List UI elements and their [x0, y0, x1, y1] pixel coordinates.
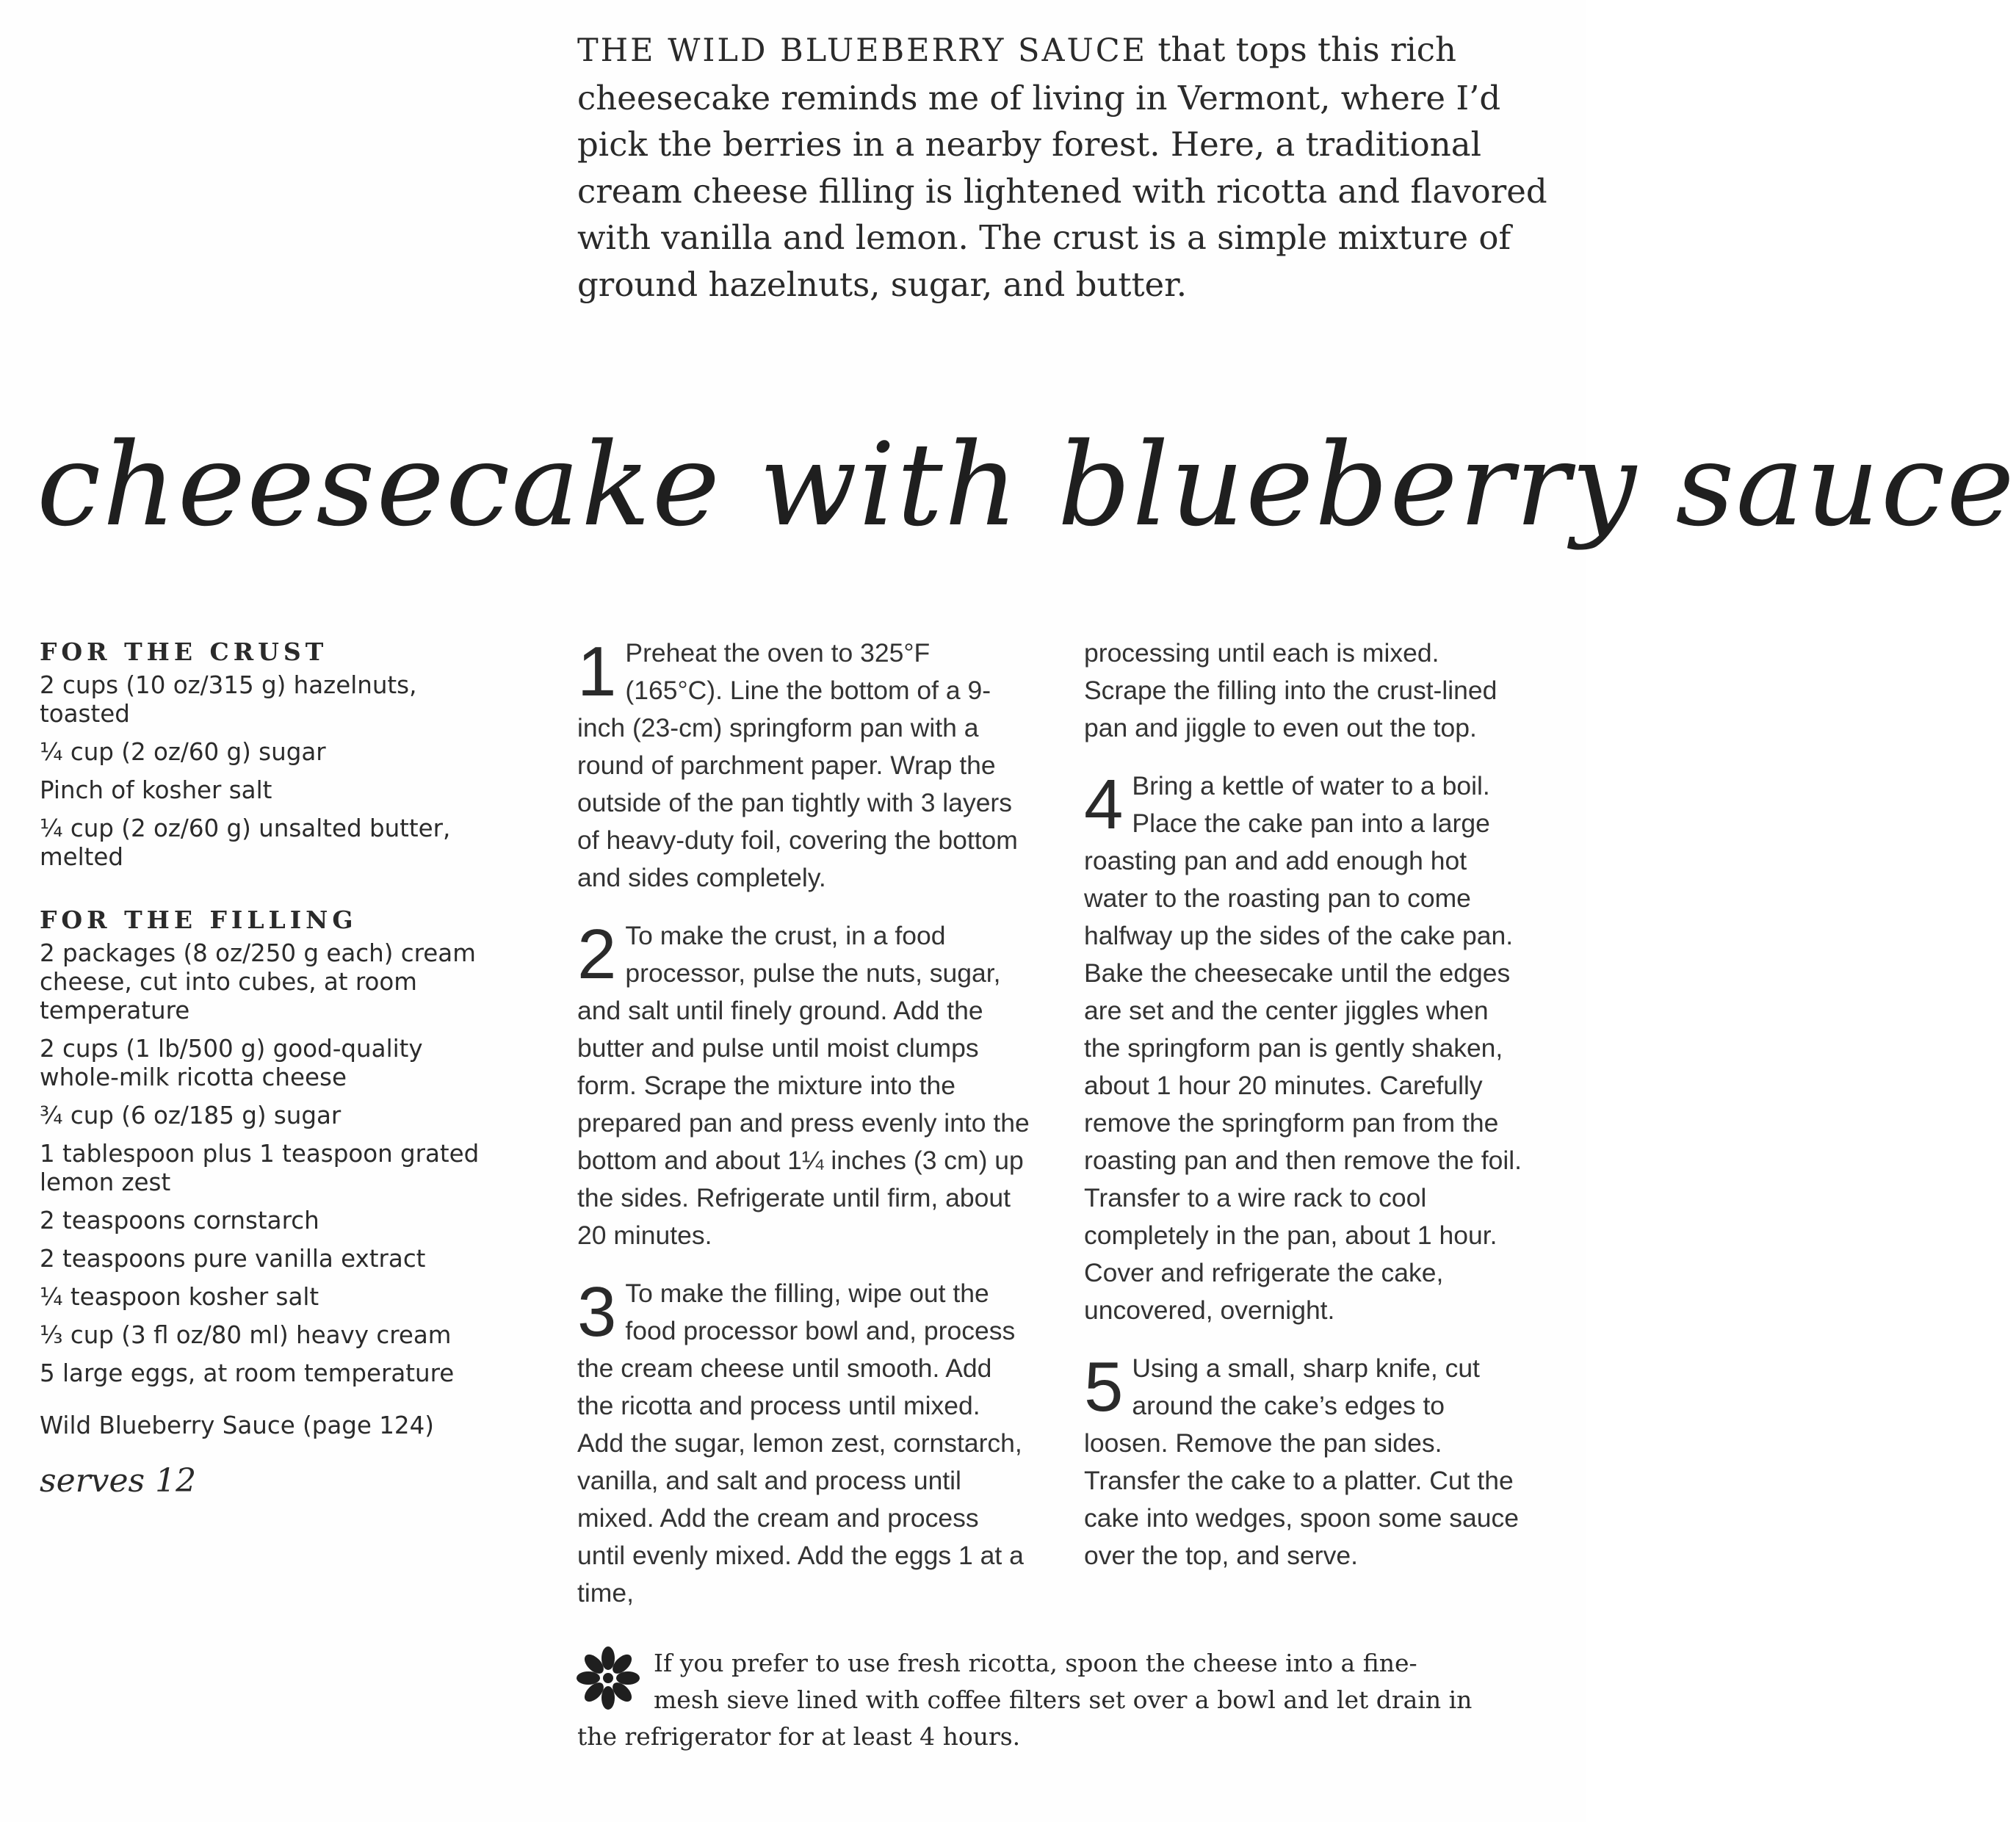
sauce-note: Wild Blueberry Sauce (page 124) [40, 1411, 434, 1439]
crust-heading: FOR THE CRUST [40, 637, 328, 666]
ingredient-item: Pinch of kosher salt [40, 776, 272, 804]
ingredient-item: 2 packages (8 oz/250 g each) cream cheese, cut into cubes, at room temperature [40, 939, 476, 1024]
steps-column-middle [577, 632, 1030, 1633]
recipe-title: cheesecake with blueberry sauce [37, 418, 2016, 552]
filling-ingredient-list [40, 939, 495, 1388]
ingredient-item: ⅓ cup (3 fl oz/80 ml) heavy cream [40, 1321, 452, 1349]
ingredient-item: 5 large eggs, at room temperature [40, 1359, 455, 1387]
step-text: Preheat the oven to 325°F (165°C). Line the bottom of a 9-inch (23-cm) springform pan with a round of parchment paper. Wrap the outside of the pan tightly with 3 layers of heavy-duty foil, covering the bottom and sides completely. [577, 638, 1018, 892]
intro-paragraph [577, 26, 1554, 308]
ingredient-item: ¼ cup (2 oz/60 g) unsalted butter, melted [40, 814, 451, 871]
ingredient-item: 2 teaspoons pure vanilla extract [40, 1245, 426, 1273]
step-text: To make the crust, in a food processor, pulse the nuts, sugar, and salt until finely ground. Add the butter and pulse until moist clumps form. Scrape the mixture into the prepared pan and press evenly into the bottom and about 1¼ inches (3 cm) up the sides. Refrigerate until firm, about 20 minutes. [577, 921, 1030, 1250]
steps-column-right [1084, 635, 1525, 1595]
tip-box [577, 1645, 1481, 1755]
intro-text: that tops this rich cheesecake reminds me of living in Vermont, where I’d pick the berries in a nearby forest. Here, a traditional cream cheese filling is lightened with ricotta and flavored with vanilla and lemon. The crust is a simple mixture of ground hazelnuts, sugar, and butter. [577, 30, 1547, 304]
step-number: 2 [577, 915, 617, 994]
ingredient-item: 2 cups (1 lb/500 g) good-quality whole-milk ricotta cheese [40, 1035, 423, 1091]
ingredient-item: 1 tablespoon plus 1 teaspoon grated lemon zest [40, 1140, 480, 1196]
step-text: To make the filling, wipe out the food processor bowl and, process the cream cheese until smooth. Add the ricotta and process until mixed. Add the sugar, lemon zest, cornstarch, vanilla, and salt and process until mixed. Add the cream and process until evenly mixed. Add the eggs 1 at a time, [577, 1279, 1024, 1608]
step-text: Using a small, sharp knife, cut around the cake’s edges to loosen. Remove the pan sides. Transfer the cake to a platter. Cut the cake into wedges, spoon some sauce over the top, and serve. [1084, 1353, 1520, 1570]
step-2 [577, 917, 1030, 1254]
ingredient-item: ¼ cup (2 oz/60 g) sugar [40, 738, 326, 766]
step-4 [1084, 767, 1525, 1329]
step-number: 5 [1084, 1348, 1124, 1426]
asterisk-flower-icon [577, 1645, 639, 1711]
step-number: 4 [1084, 765, 1124, 844]
step-3 [577, 1275, 1030, 1612]
step-number: 1 [577, 632, 617, 711]
step-1 [577, 632, 1030, 897]
ingredient-item: 2 teaspoons cornstarch [40, 1207, 319, 1234]
step-number: 3 [577, 1273, 617, 1351]
intro-lead: THE WILD BLUEBERRY SAUCE [577, 32, 1148, 69]
ingredient-item: ¼ teaspoon kosher salt [40, 1283, 319, 1311]
step-text: processing until each is mixed. Scrape the filling into the crust-lined pan and jiggle to even out the top. [1084, 638, 1497, 742]
ingredients-column [40, 637, 495, 1503]
step-3-continued [1084, 635, 1525, 747]
crust-ingredient-list [40, 671, 495, 872]
ingredient-item: ¾ cup (6 oz/185 g) sugar [40, 1102, 342, 1129]
step-text: Bring a kettle of water to a boil. Place the cake pan into a large roasting pan and add enough hot water to the roasting pan to come halfway up the sides of the cake pan. Bake the cheesecake until the edges are set and the center jiggles when the springform pan is gently shaken, about 1 hour 20 minutes. Carefully remove the springform pan from the roasting pan and then remove the foil. Transfer to a wire rack to cool completely in the pan, about 1 hour. Cover and refrigerate the cake, uncovered, overnight. [1084, 771, 1522, 1325]
serves-count: serves 12 [40, 1462, 197, 1500]
filling-heading: FOR THE FILLING [40, 905, 358, 934]
step-5 [1084, 1350, 1525, 1575]
ingredient-item: 2 cups (10 oz/315 g) hazelnuts, toasted [40, 671, 417, 728]
tip-text: If you prefer to use fresh ricotta, spoon the cheese into a fine-mesh sieve lined with coffee filters set over a bowl and let drain in the refrigerator for at least 4 hours. [577, 1649, 1473, 1751]
